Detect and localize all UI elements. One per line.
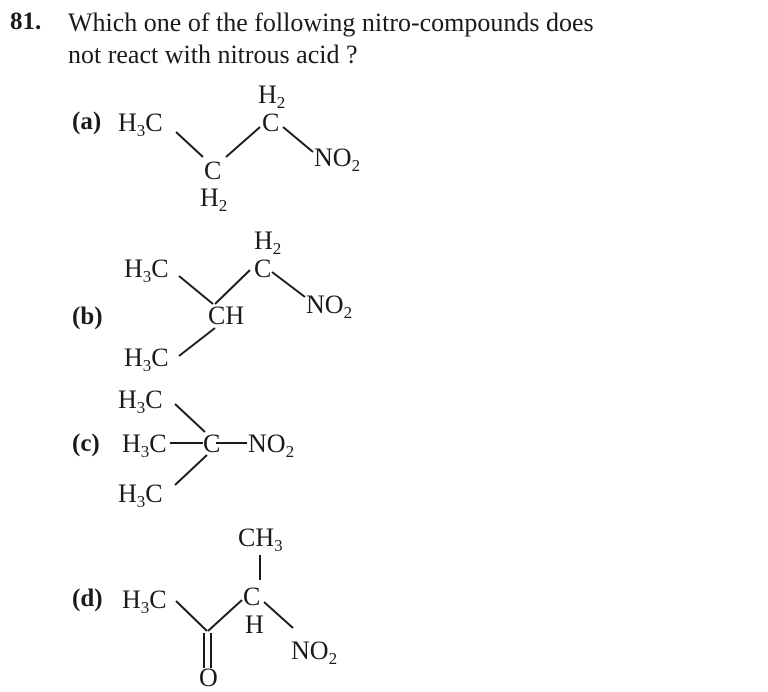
option-b-no2: $NO_2$ <box>306 290 353 322</box>
bond-c-2 <box>175 455 207 485</box>
option-c-h3c-mid: $H_3C$ <box>122 429 167 461</box>
option-d-ch-h: H <box>245 610 264 639</box>
option-c-label: (c) <box>72 430 100 457</box>
option-d-no2: $NO_2$ <box>291 636 338 668</box>
bond-d-1 <box>176 601 207 631</box>
option-d-h3c: $H_3C$ <box>122 585 167 617</box>
bond-a-2 <box>226 127 260 157</box>
option-a-c1-h2: $H_2$ <box>200 183 228 215</box>
bond-a-1 <box>176 132 203 157</box>
option-b-label: (b) <box>72 303 103 330</box>
bond-c-1 <box>175 404 205 432</box>
option-b-c2-c: C <box>254 254 272 283</box>
bond-d-2 <box>208 600 242 631</box>
option-d-o: O <box>199 663 218 692</box>
option-c-h3c-bot: $H_3C$ <box>118 479 163 511</box>
option-a-c1-c: C <box>204 156 222 185</box>
bond-a-3 <box>283 127 313 152</box>
bond-b-1 <box>179 276 213 304</box>
option-c-center-c: C <box>203 429 221 458</box>
option-c-no2: $NO_2$ <box>248 429 295 461</box>
option-b-h3c-top: $H_3C$ <box>124 254 169 286</box>
option-a-h3c: $H_3C$ <box>118 108 163 140</box>
option-a-no2: $NO_2$ <box>314 143 361 175</box>
question-text-line1: Which one of the following nitro-compounds does <box>68 8 594 37</box>
option-a-c2-h2: $H_2$ <box>258 80 286 112</box>
option-b-c2-h2: $H_2$ <box>254 226 282 258</box>
bond-b-3 <box>272 272 305 297</box>
option-c-h3c-top: $H_3C$ <box>118 385 163 417</box>
option-a-c2-c: C <box>262 108 280 137</box>
bond-b-2 <box>215 270 250 304</box>
option-b-ch: CH <box>208 301 245 330</box>
option-d-label: (d) <box>72 585 103 612</box>
question-text-line2: not react with nitrous acid ? <box>68 40 358 69</box>
option-d-ch3: $CH_3$ <box>238 523 283 555</box>
option-a-label: (a) <box>72 108 102 135</box>
question-number: 81. <box>10 8 42 35</box>
option-d-ch-c: C <box>243 582 261 611</box>
option-b-h3c-bot: $H_3C$ <box>124 343 169 375</box>
bond-d-4 <box>264 602 293 628</box>
bond-b-4 <box>179 328 215 356</box>
